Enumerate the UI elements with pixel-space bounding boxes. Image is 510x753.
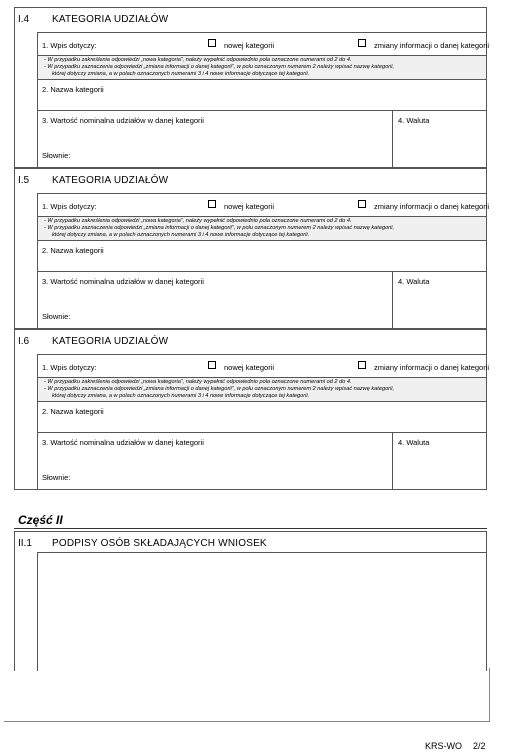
value-row — [38, 271, 486, 328]
instructions-note — [38, 55, 486, 80]
change-info-checkbox[interactable] — [358, 39, 366, 47]
section-number: I.5 — [18, 175, 30, 186]
new-category-label: nowej kategorii — [224, 41, 275, 50]
section-header — [15, 169, 486, 193]
section-i5 — [14, 168, 490, 329]
column-divider — [392, 111, 393, 167]
section-i6 — [14, 329, 490, 490]
column-divider — [392, 272, 393, 328]
new-category-checkbox[interactable] — [208, 361, 216, 369]
section-ii1 — [14, 531, 487, 671]
in-words-label: Słownie: — [42, 473, 71, 482]
page-number: 2/2 — [473, 741, 486, 751]
section-title: KATEGORIA UDZIAŁÓW — [52, 175, 169, 186]
entry-row — [38, 354, 490, 378]
note-line: - W przypadku zakreślenia odpowiedzi „nowa kategoria”, należy wypełnić odpowiednio pola oznaczone numerami od 2 do 4. — [44, 57, 352, 63]
currency-label: 4. Waluta — [398, 277, 430, 286]
part-ii-title: Część II — [18, 513, 63, 527]
section-header — [15, 330, 486, 354]
note-line: której dotyczy zmiana, a w polach oznaczonych numerami 3 i 4 nowe informacje dotyczące tej kategorii. — [52, 393, 310, 399]
category-name-field[interactable] — [38, 79, 486, 111]
new-category-label: nowej kategorii — [224, 363, 275, 372]
note-line: której dotyczy zmiana, a w polach oznaczonych numerami 3 i 4 nowe informacje dotyczące tej kategorii. — [52, 71, 310, 77]
new-category-checkbox[interactable] — [208, 200, 216, 208]
note-line: - W przypadku zaznaczenia odpowiedzi „zmiana informacji o danej kategorii”, w polu oznaczonym numerem 2 należy wpisać nazwę kategorii, — [44, 386, 395, 392]
section-number: I.6 — [18, 336, 30, 347]
entry-row — [38, 32, 490, 56]
change-info-checkbox[interactable] — [358, 361, 366, 369]
value-row — [38, 110, 486, 167]
section-number: I.4 — [18, 14, 30, 25]
currency-label: 4. Waluta — [398, 438, 430, 447]
change-info-label: zmiany informacji o danej kategorii — [374, 41, 490, 50]
section-title: KATEGORIA UDZIAŁÓW — [52, 336, 169, 347]
note-line: - W przypadku zaznaczenia odpowiedzi „zmiana informacji o danej kategorii”, w polu oznaczonym numerem 2 należy wpisać nazwę kategorii, — [44, 64, 395, 70]
entry-row — [38, 193, 490, 217]
section-body — [37, 354, 490, 489]
signatures-field[interactable] — [37, 552, 486, 671]
change-info-label: zmiany informacji o danej kategorii — [374, 202, 490, 211]
instructions-note — [38, 216, 486, 241]
currency-label: 4. Waluta — [398, 116, 430, 125]
entry-label: 1. Wpis dotyczy: — [42, 363, 97, 372]
form-code: KRS-WO — [425, 741, 462, 751]
part-ii-divider — [14, 528, 487, 529]
section-number: II.1 — [18, 538, 32, 549]
footer-frame — [4, 668, 490, 722]
in-words-label: Słownie: — [42, 312, 71, 321]
change-info-label: zmiany informacji o danej kategorii — [374, 363, 490, 372]
instructions-note — [38, 377, 486, 402]
in-words-label: Słownie: — [42, 151, 71, 160]
note-line: - W przypadku zakreślenia odpowiedzi „nowa kategoria”, należy wypełnić odpowiednio pola oznaczone numerami od 2 do 4. — [44, 379, 352, 385]
section-i4 — [14, 7, 490, 168]
note-line: - W przypadku zakreślenia odpowiedzi „nowa kategoria”, należy wypełnić odpowiednio pola oznaczone numerami od 2 do 4. — [44, 218, 352, 224]
nominal-value-label: 3. Wartość nominalna udziałów w danej kategorii — [42, 116, 204, 125]
category-name-field[interactable] — [38, 240, 486, 272]
note-line: której dotyczy zmiana, a w polach oznaczonych numerami 3 i 4 nowe informacje dotyczące tej kategorii. — [52, 232, 310, 238]
nominal-value-label: 3. Wartość nominalna udziałów w danej kategorii — [42, 277, 204, 286]
entry-label: 1. Wpis dotyczy: — [42, 202, 97, 211]
value-row — [38, 432, 486, 489]
column-divider — [392, 433, 393, 489]
category-name-label: 2. Nazwa kategorii — [42, 407, 104, 416]
note-line: - W przypadku zaznaczenia odpowiedzi „zmiana informacji o danej kategorii”, w polu oznaczonym numerem 2 należy wpisać nazwę kategorii, — [44, 225, 395, 231]
section-body — [37, 193, 490, 328]
nominal-value-label: 3. Wartość nominalna udziałów w danej kategorii — [42, 438, 204, 447]
section-title: KATEGORIA UDZIAŁÓW — [52, 14, 169, 25]
new-category-checkbox[interactable] — [208, 39, 216, 47]
category-name-label: 2. Nazwa kategorii — [42, 246, 104, 255]
entry-label: 1. Wpis dotyczy: — [42, 41, 97, 50]
section-header — [15, 8, 486, 32]
category-name-label: 2. Nazwa kategorii — [42, 85, 104, 94]
section-body — [37, 32, 490, 167]
category-name-field[interactable] — [38, 401, 486, 433]
section-title: PODPISY OSÓB SKŁADAJĄCYCH WNIOSEK — [52, 538, 267, 549]
new-category-label: nowej kategorii — [224, 202, 275, 211]
change-info-checkbox[interactable] — [358, 200, 366, 208]
